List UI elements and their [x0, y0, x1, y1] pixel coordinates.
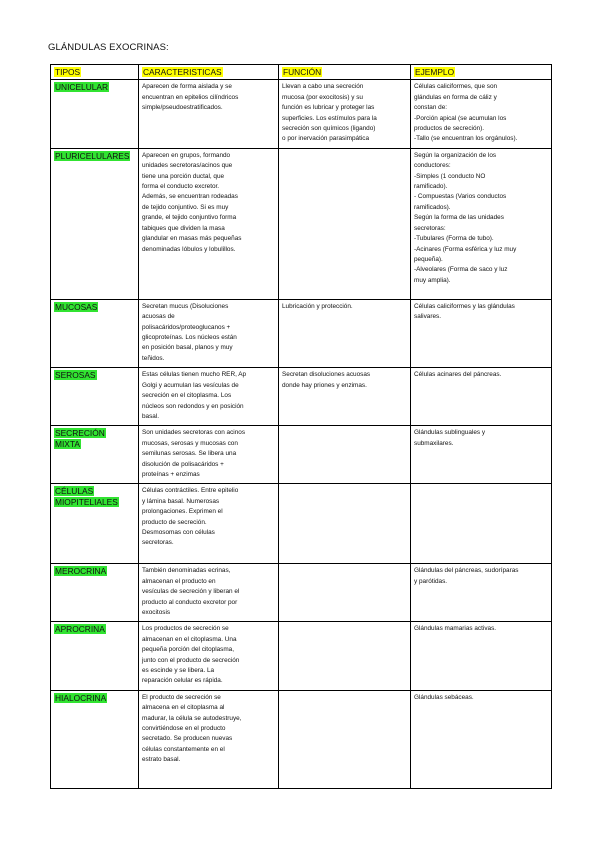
cell-text-line: unidades secretoras/acinos que	[142, 162, 233, 170]
tipo-label	[54, 82, 134, 93]
cell-caracteristicas	[139, 622, 279, 690]
cell-text-line: almacenan en el citoplasma. Una	[142, 635, 237, 643]
cell-text-line: o por inervación parasimpática	[282, 135, 370, 143]
cell-text-line: forma el conducto excretor.	[142, 183, 220, 191]
table-row	[51, 564, 552, 622]
cell-text-line: El producto de secreción se	[142, 693, 221, 701]
cell-ejemplo	[411, 426, 552, 484]
cell-text-line: Aparecen de forma aislada y se	[142, 83, 232, 91]
cell-text-line: tiene una porción ductal, que	[142, 172, 225, 180]
cell-text-line: Glándulas del páncreas, sudoríparas	[414, 567, 519, 575]
tipo-label	[54, 370, 134, 381]
cell-ejemplo	[411, 80, 552, 148]
cell-funcion	[279, 484, 411, 564]
tipo-highlight: MUCOSAS	[55, 301, 98, 312]
cell-text-line: glandular en masas más pequeñas	[142, 235, 242, 243]
cell-text-line: -Tallo (se encuentran los orgánulos).	[414, 135, 518, 143]
header-funcion: FUNCIÓN	[279, 65, 411, 80]
table-row	[51, 368, 552, 426]
cell-text-line: estrato basal.	[142, 756, 181, 764]
cell-text-line: superficies. Los estímulos para la	[282, 114, 377, 122]
cell-text-line: convirtiéndose en el producto	[142, 725, 226, 733]
cell-text-line: mucosas, serosas y mucosas con	[142, 439, 238, 447]
cell-caracteristicas	[139, 484, 279, 564]
cell-text-line: Glándulas sebáceas.	[414, 693, 474, 701]
cell-text-line: y lámina basal. Numerosas	[142, 497, 220, 505]
glands-table	[50, 64, 552, 789]
cell-text-line: Los productos de secreción se	[142, 625, 229, 633]
cell-text-line: muy amplia).	[414, 276, 451, 284]
tipo-label	[54, 497, 134, 508]
cell-tipo	[51, 80, 139, 148]
cell-caracteristicas	[139, 426, 279, 484]
cell-text-line: almacena en el citoplasma al	[142, 704, 225, 712]
cell-caracteristicas	[139, 368, 279, 426]
tipo-label	[54, 624, 134, 635]
cell-ejemplo	[411, 622, 552, 690]
cell-funcion	[279, 368, 411, 426]
tipo-highlight: MIOPITELIALES	[55, 496, 118, 507]
cell-funcion	[279, 564, 411, 622]
tipo-label	[54, 486, 134, 497]
cell-text-line: proteínas + enzimas	[142, 470, 200, 478]
cell-text-line: conductores:	[414, 162, 451, 170]
cell-text-line: producto de secreción.	[142, 518, 207, 526]
cell-tipo	[51, 690, 139, 788]
header-ejemplo: EJEMPLO	[411, 65, 552, 80]
cell-text-line: constan de:	[414, 104, 448, 112]
cell-text-line: ramificados).	[414, 203, 451, 211]
cell-text-line: núcleos son redondos y en posición	[142, 402, 244, 410]
cell-text-line: Secretan mucus (Disoluciones	[142, 302, 229, 310]
table-row	[51, 299, 552, 367]
tipo-label	[54, 439, 134, 450]
cell-caracteristicas	[139, 564, 279, 622]
cell-text-line: Glándulas mamarias activas.	[414, 625, 497, 633]
cell-text-line: disolución de polisacáridos +	[142, 460, 224, 468]
cell-text-line: función es lubricar y proteger las	[282, 104, 375, 112]
cell-text-line: prolongaciones. Exprimen el	[142, 508, 223, 516]
cell-text-line: basal.	[142, 412, 160, 420]
cell-text-line: Lubricación y protección.	[282, 302, 353, 310]
table-row	[51, 622, 552, 690]
cell-funcion	[279, 426, 411, 484]
cell-text-line: secretoras:	[414, 224, 446, 232]
cell-text-line: almacenan el producto en	[142, 577, 216, 585]
cell-text-line: acuosas de	[142, 313, 175, 321]
table-row	[51, 690, 552, 788]
tipo-label	[54, 302, 134, 313]
cell-text-line: madurar, la célula se autodestruye,	[142, 714, 242, 722]
cell-caracteristicas	[139, 148, 279, 299]
cell-text-line: submaxilares.	[414, 439, 454, 447]
cell-text-line: células constantemente en el	[142, 745, 225, 753]
table-row	[51, 484, 552, 564]
document-title: GLÁNDULAS EXOCRINAS:	[48, 42, 169, 53]
cell-funcion	[279, 622, 411, 690]
cell-text-line: -Tubulares (Forma de tubo).	[414, 235, 494, 243]
cell-text-line: -Porción apical (se acumulan los	[414, 114, 507, 122]
cell-text-line: - Compuestas (Varios conductos	[414, 193, 507, 201]
cell-tipo	[51, 148, 139, 299]
cell-text-line: exocitosis	[142, 608, 171, 616]
cell-text-line: semilunas serosas. Se libera una	[142, 450, 237, 458]
cell-tipo	[51, 484, 139, 564]
tipo-label	[54, 566, 134, 577]
cell-tipo	[51, 299, 139, 367]
cell-text-line: Llevan a cabo una secreción	[282, 83, 364, 91]
cell-text-line: es escinde y se libera. La	[142, 667, 215, 674]
cell-text-line: secreción son químicos (ligando)	[282, 125, 376, 133]
cell-text-line: Desmosomas con células	[142, 528, 215, 536]
tipo-highlight: UNICELULAR	[55, 82, 109, 93]
cell-funcion	[279, 690, 411, 788]
cell-text-line: -Simples (1 conducto NO	[414, 172, 486, 180]
cell-text-line: tabiques que dividen la masa	[142, 224, 225, 232]
cell-text-line: -Alveolares (Forma de saco y luz	[414, 266, 508, 274]
cell-text-line: grande, el tejido conjuntivo forma	[142, 214, 237, 222]
tipo-label	[54, 151, 134, 162]
cell-text-line: secreción en el citoplasma. Los	[142, 392, 232, 400]
cell-text-line: ramificado).	[414, 183, 448, 191]
header-caracteristicas: CARACTERISTICAS	[139, 65, 279, 80]
cell-text-line: pequeña porción del citoplasma,	[142, 646, 235, 654]
cell-text-line: en posición basal, planos y muy	[142, 344, 233, 352]
cell-text-line: secretoras.	[142, 539, 174, 547]
header-tipos: TIPOS	[51, 65, 139, 80]
tipo-highlight: HIALOCRINA	[55, 692, 107, 703]
cell-caracteristicas	[139, 690, 279, 788]
cell-ejemplo	[411, 564, 552, 622]
cell-text-line: de tejido conjuntivo. Si es muy	[142, 203, 229, 211]
cell-tipo	[51, 368, 139, 426]
cell-text-line: -Acinares (Forma esférica y luz muy	[414, 245, 517, 253]
cell-ejemplo	[411, 484, 552, 564]
tipo-highlight: PLURICELULARES	[55, 150, 130, 161]
tipo-highlight: SECRECIÓN	[55, 428, 105, 439]
cell-text-line: También denominadas ecrinas,	[142, 567, 231, 575]
cell-text-line: Según la forma de las unidades	[414, 214, 504, 222]
cell-caracteristicas	[139, 80, 279, 148]
cell-text-line: simple/pseudoestratificados.	[142, 104, 223, 112]
cell-text-line: salivares.	[414, 313, 441, 321]
cell-tipo	[51, 564, 139, 622]
tipo-label	[54, 428, 134, 439]
tipo-highlight: APROCRINA	[55, 624, 105, 635]
tipo-highlight: MEROCRINA	[55, 566, 107, 577]
cell-text-line: productos de secreción).	[414, 125, 484, 133]
cell-text-line: Células caliciformes y las glándulas	[414, 302, 515, 310]
table-row	[51, 426, 552, 484]
tipo-label	[54, 693, 134, 704]
cell-text-line: Estas células tienen mucho RER, Ap	[142, 371, 247, 379]
cell-text-line: Células contráctiles. Entre epitelio	[142, 487, 239, 495]
cell-text-line: Según la organización de los	[414, 151, 497, 159]
cell-text-line: Secretan disoluciones acuosas	[282, 371, 371, 379]
cell-ejemplo	[411, 299, 552, 367]
cell-text-line: denominadas lóbulos y lobulillos.	[142, 245, 236, 253]
cell-text-line: Aparecen en grupos, formando	[142, 151, 231, 159]
cell-funcion	[279, 80, 411, 148]
cell-text-line: y parótidas.	[414, 577, 448, 585]
cell-text-line: producto al conducto excretor por	[142, 598, 238, 606]
cell-text-line: encuentran en epitelios cilíndricos	[142, 93, 239, 101]
tipo-highlight: CÉLULAS	[55, 486, 94, 497]
cell-caracteristicas	[139, 299, 279, 367]
cell-tipo	[51, 426, 139, 484]
cell-text-line: Células acinares del páncreas.	[414, 371, 502, 379]
cell-text-line: Glándulas sublinguales y	[414, 429, 486, 437]
cell-ejemplo	[411, 368, 552, 426]
cell-funcion	[279, 148, 411, 299]
cell-text-line: Además, se encuentran rodeadas	[142, 193, 238, 201]
cell-text-line: mucosa (por exocitosis) y su	[282, 93, 363, 101]
cell-text-line: secretado. Se producen nuevas	[142, 735, 233, 743]
cell-text-line: pequeña).	[414, 255, 443, 263]
table-header-row	[51, 65, 552, 80]
cell-text-line: Son unidades secretoras con acinos	[142, 429, 246, 437]
cell-tipo	[51, 622, 139, 690]
cell-text-line: junto con el producto de secreción	[142, 656, 240, 664]
cell-text-line: reparación celular es rápida.	[142, 677, 223, 685]
cell-ejemplo	[411, 690, 552, 788]
cell-text-line: polisacáridos/proteoglucanos +	[142, 323, 231, 331]
tipo-highlight: MIXTA	[55, 438, 80, 449]
table-row	[51, 80, 552, 148]
cell-text-line: Células caliciformes, que son	[414, 83, 498, 91]
cell-text-line: donde hay priones y enzimas.	[282, 381, 367, 389]
cell-text-line: glándulas en forma de cáliz y	[414, 93, 497, 101]
cell-text-line: teñidos.	[142, 354, 165, 362]
cell-text-line: Golgi y acumulan las vesículas de	[142, 381, 239, 389]
cell-ejemplo	[411, 148, 552, 299]
cell-text-line: glicoproteínas. Los núcleos están	[142, 334, 237, 342]
table-row	[51, 148, 552, 299]
cell-funcion	[279, 299, 411, 367]
tipo-highlight: SEROSAS	[55, 370, 96, 381]
cell-text-line: vesículas de secreción y liberan el	[142, 588, 240, 596]
